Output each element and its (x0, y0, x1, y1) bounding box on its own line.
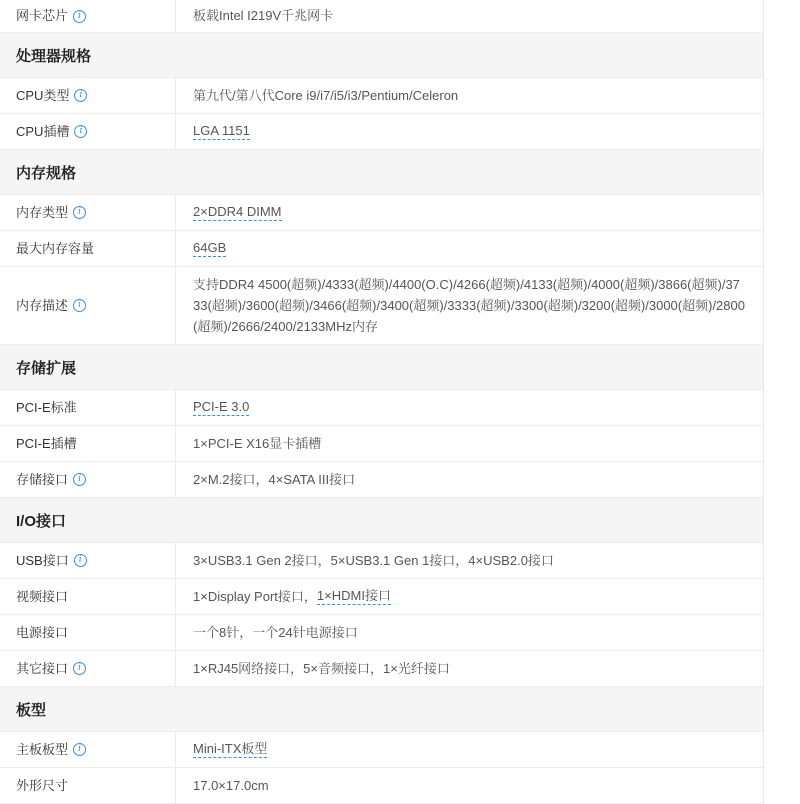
spec-row-size (0, 768, 763, 804)
spec-label-text: 电源接口 (16, 624, 69, 640)
info-icon[interactable]: i (73, 662, 86, 675)
info-icon[interactable]: i (73, 10, 86, 23)
spec-row-mem-desc (0, 267, 763, 345)
spec-value-link[interactable]: Mini-ITX板型 (193, 741, 268, 756)
spec-value (176, 78, 763, 113)
spec-row-power (0, 615, 763, 651)
info-icon[interactable]: i (74, 554, 87, 567)
spec-row-max-mem (0, 231, 763, 267)
spec-label (0, 543, 176, 578)
section-header-storage: 存储扩展 (0, 345, 763, 390)
spec-value-text: 3×USB3.1 Gen 2接口，5×USB3.1 Gen 1接口，4×USB2.0接口 (193, 552, 554, 568)
spec-label-text: 网卡芯片 (16, 8, 69, 23)
spec-label (0, 732, 176, 767)
spec-value-text: 支持DDR4 4500(超频)/4333(超频)/4400(O.C)/4266(超频)/4133(超频)/4000(超频)/3866(超频)/3733(超频)/3600(超频)/3466(超频)/3400(超频)/3333(超频)/3300(超频)/3200(超频)/3000(超频)/2800(超频)/2666/2400/2133MHz内存 (193, 276, 745, 334)
spec-row-other (0, 651, 763, 687)
spec-value-text: 2×M.2接口，4×SATA III接口 (193, 471, 356, 487)
spec-label-text: USB接口 (16, 552, 69, 568)
spec-value-link[interactable]: PCI-E 3.0 (193, 399, 250, 414)
spec-label (0, 231, 176, 266)
spec-value-text: 1×Display Port接口， (193, 588, 317, 604)
spec-row-usb (0, 543, 763, 579)
spec-value (176, 195, 763, 230)
spec-value (176, 768, 763, 803)
spec-value (176, 426, 763, 461)
spec-label-text: 最大内存容量 (16, 240, 95, 256)
spec-label (0, 462, 176, 497)
spec-label-text: 其它接口 (16, 660, 69, 676)
section-header-memory: 内存规格 (0, 150, 763, 195)
info-icon[interactable]: i (73, 299, 86, 312)
spec-label-text: 主板板型 (16, 741, 69, 757)
spec-label (0, 768, 176, 803)
spec-label (0, 579, 176, 614)
spec-row-nic (0, 0, 763, 33)
spec-value (176, 390, 763, 425)
spec-label (0, 114, 176, 149)
spec-row-cpu-type (0, 78, 763, 114)
spec-value (176, 579, 763, 614)
spec-value-link[interactable]: 2×DDR4 DIMM (193, 204, 282, 219)
info-icon[interactable]: i (74, 125, 87, 138)
spec-label (0, 195, 176, 230)
spec-label (0, 426, 176, 461)
spec-value (176, 0, 763, 32)
spec-value-text: 1×RJ45网络接口，5×音频接口，1×光纤接口 (193, 660, 450, 676)
spec-row-storage-if (0, 462, 763, 498)
spec-label-text: PCI-E插槽 (16, 435, 77, 451)
section-header-board: 板型 (0, 687, 763, 732)
spec-label-text: 存储接口 (16, 471, 69, 487)
spec-label-text: 内存描述 (16, 297, 69, 313)
spec-row-video (0, 579, 763, 615)
spec-value-text: 一个8针，一个24针电源接口 (193, 624, 358, 640)
spec-label-text: CPU插槽 (16, 123, 70, 139)
spec-value (176, 732, 763, 767)
spec-label-text: CPU类型 (16, 87, 70, 103)
spec-label (0, 615, 176, 650)
info-icon[interactable]: i (73, 473, 86, 486)
spec-value-link[interactable]: 1×HDMI接口 (316, 588, 391, 603)
spec-value (176, 615, 763, 650)
spec-value (176, 114, 763, 149)
spec-label (0, 390, 176, 425)
spec-label (0, 0, 176, 32)
spec-label-text: 外形尺寸 (16, 777, 69, 793)
spec-label-text: PCI-E标准 (16, 399, 77, 415)
spec-value-link[interactable]: LGA 1151 (193, 123, 250, 138)
spec-row-pcie-slot (0, 426, 763, 462)
spec-row-form (0, 732, 763, 768)
spec-label (0, 651, 176, 686)
spec-value (176, 267, 763, 344)
spec-label-text: 视频接口 (16, 588, 69, 604)
spec-value-text: 板载Intel I219V千兆网卡 (193, 8, 334, 23)
section-header-processor: 处理器规格 (0, 33, 763, 78)
section-header-io: I/O接口 (0, 498, 763, 543)
spec-value (176, 231, 763, 266)
spec-row-mem-type (0, 195, 763, 231)
spec-label (0, 267, 176, 344)
spec-value-text: 17.0×17.0cm (193, 777, 269, 793)
spec-label-text: 内存类型 (16, 204, 69, 220)
spec-value (176, 651, 763, 686)
spec-row-pcie-std (0, 390, 763, 426)
spec-label (0, 78, 176, 113)
spec-value-text: 1×PCI-E X16显卡插槽 (193, 435, 322, 451)
spec-value (176, 462, 763, 497)
info-icon[interactable]: i (73, 206, 86, 219)
info-icon[interactable]: i (73, 743, 86, 756)
spec-value-text: 第九代/第八代Core i9/i7/i5/i3/Pentium/Celeron (193, 87, 459, 103)
spec-value (176, 543, 763, 578)
spec-row-cpu-socket (0, 114, 763, 150)
spec-value-link[interactable]: 64GB (193, 240, 227, 255)
info-icon[interactable]: i (74, 89, 87, 102)
